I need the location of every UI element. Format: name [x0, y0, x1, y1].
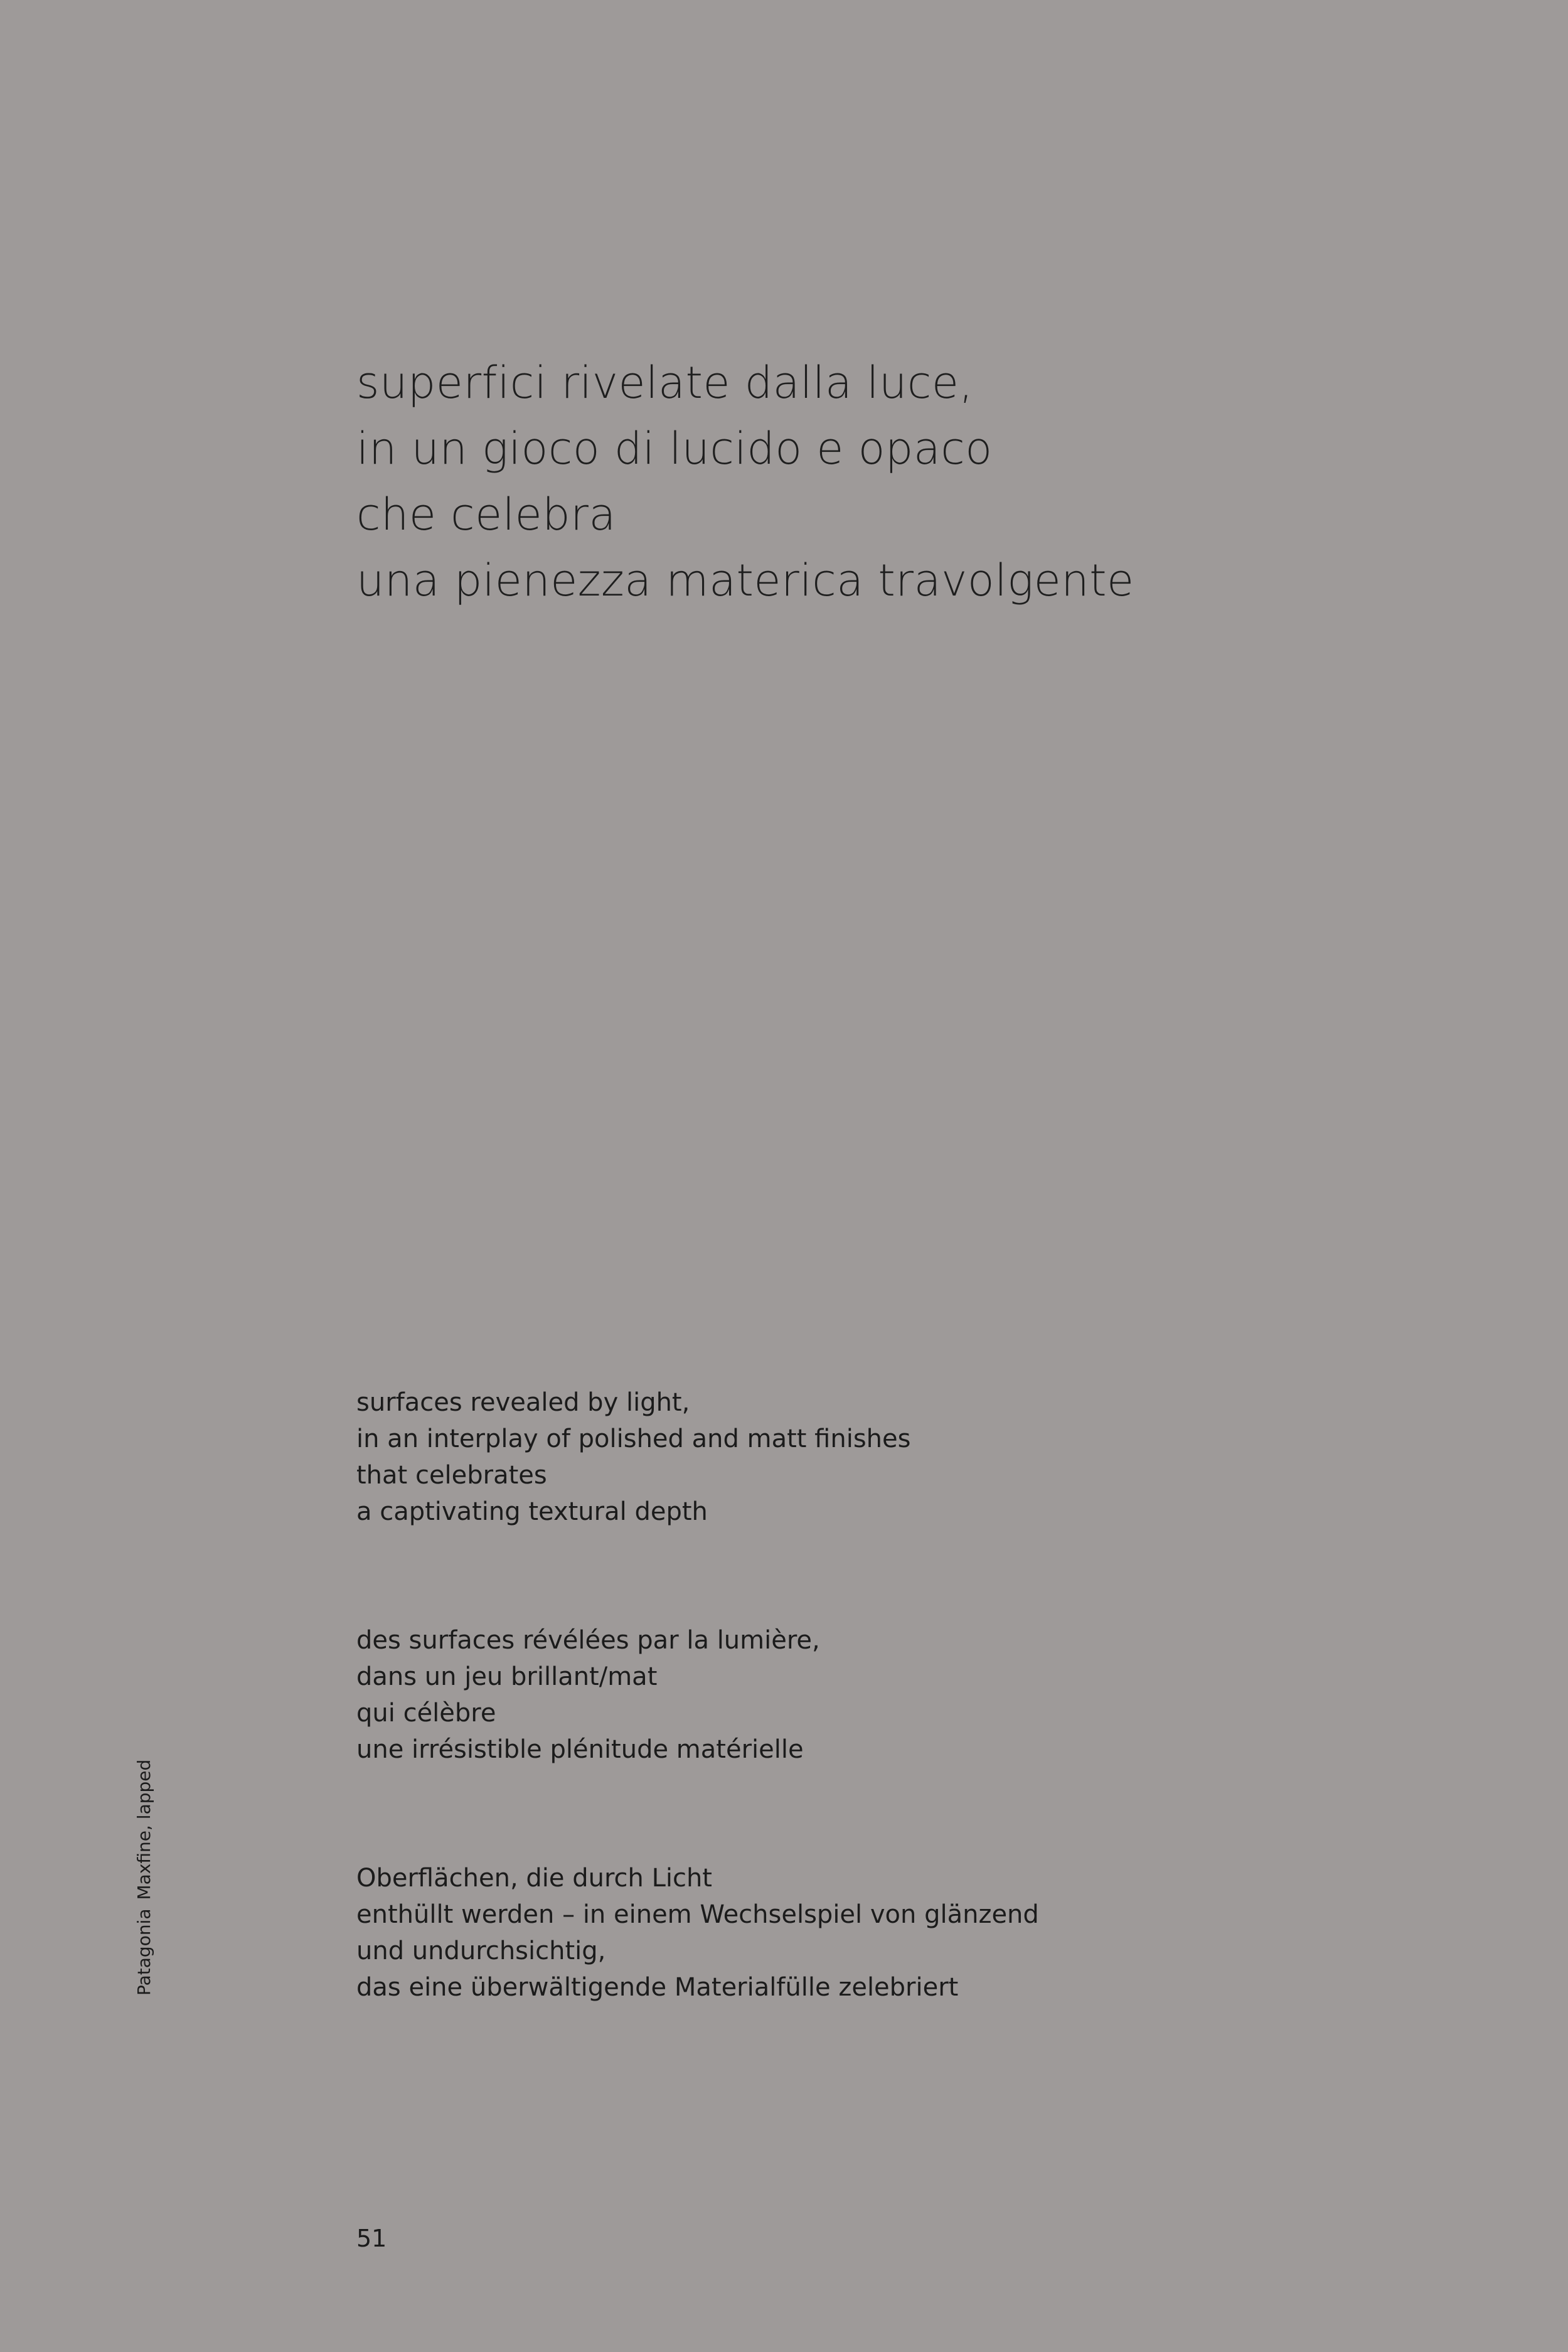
english-verse-line-4: a captivating textural depth	[356, 1497, 708, 1526]
italian-verse-line-1: superfici rivelate dalla luce,	[356, 357, 974, 409]
english-verse-line-2: in an interplay of polished and matt finishes	[356, 1425, 911, 1453]
page-number: 51	[356, 2225, 387, 2252]
french-verse-line-2: dans un jeu brillant/mat	[356, 1662, 658, 1691]
italian-verse	[356, 350, 1134, 614]
french-verse-line-1: des surfaces révélées par la lumière,	[356, 1626, 820, 1655]
german-verse-line-3: und undurchsichtig,	[356, 1937, 606, 1965]
english-verse-line-3: that celebrates	[356, 1461, 547, 1490]
english-verse	[356, 1384, 910, 1530]
italian-verse-line-4: una pienezza materica travolgente	[356, 555, 1134, 606]
german-verse-line-2: enthüllt werden – in einem Wechselspiel von glänzend	[356, 1900, 1039, 1929]
german-verse	[356, 1860, 1039, 2006]
german-verse-line-4: das eine überwältigende Materialfülle zelebriert	[356, 1973, 959, 2002]
german-verse-line-1: Oberflächen, die durch Licht	[356, 1864, 712, 1893]
french-verse-line-3: qui célèbre	[356, 1699, 496, 1728]
caption-material: Patagonia	[134, 1908, 154, 1996]
french-verse-line-4: une irrésistible plénitude matérielle	[356, 1735, 804, 1764]
caption-finish: Maxfine, lapped	[134, 1759, 154, 1900]
french-verse	[356, 1622, 820, 1768]
vertical-caption	[132, 1732, 157, 1996]
italian-verse-line-2: in un gioco di lucido e opaco	[356, 423, 993, 474]
italian-verse-line-3: che celebra	[356, 489, 616, 540]
english-verse-line-1: surfaces revealed by light,	[356, 1388, 690, 1417]
